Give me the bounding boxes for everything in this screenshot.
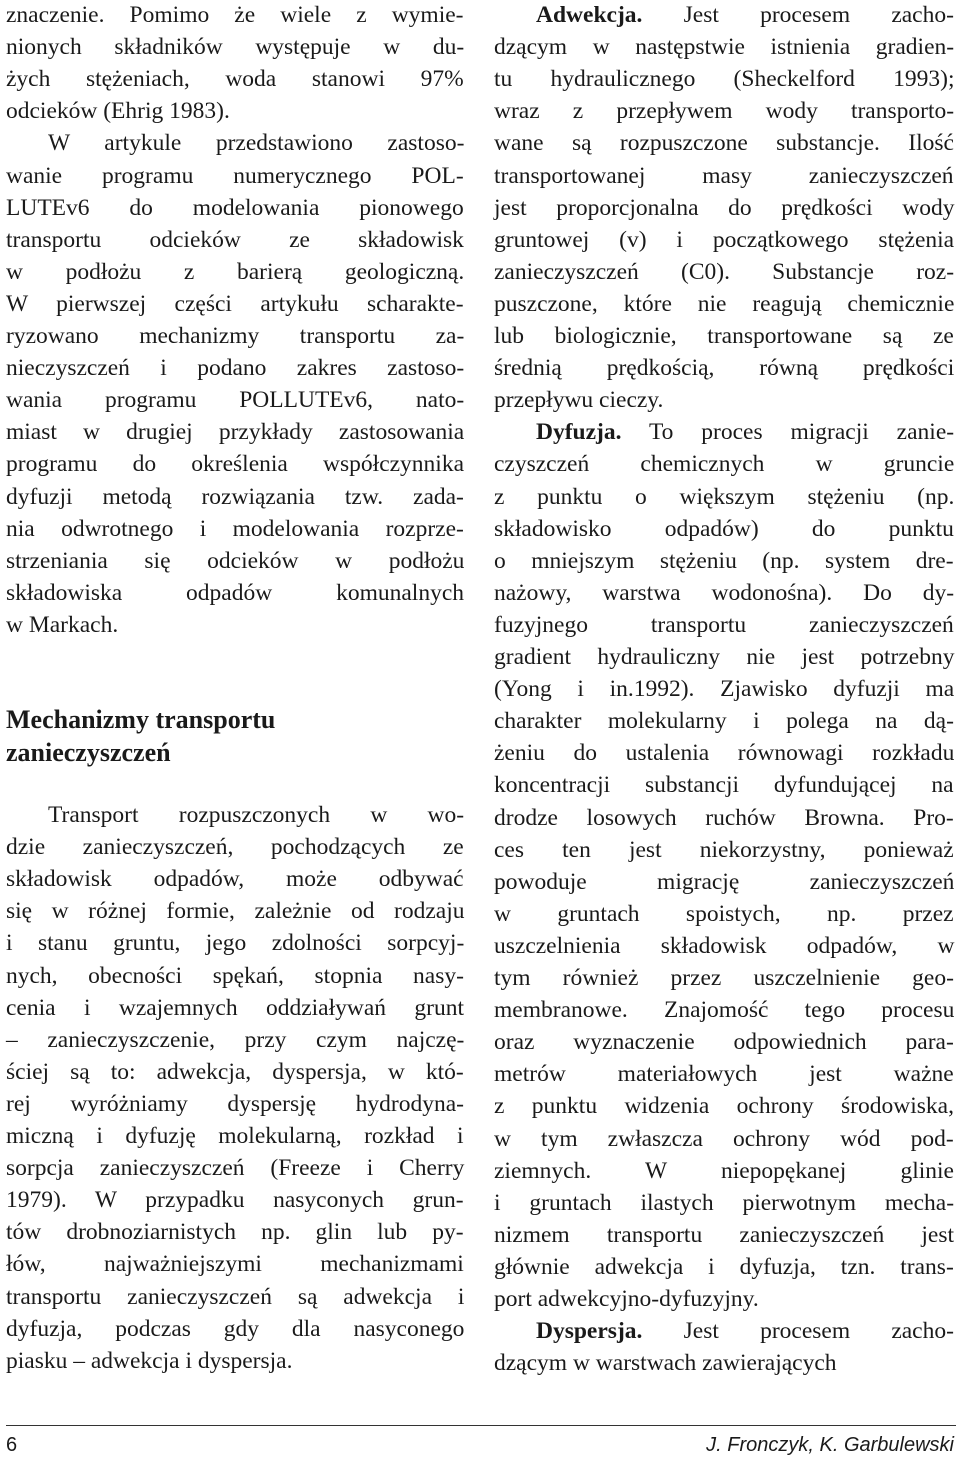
text-line: wraz z przepływem wody transporto- bbox=[494, 98, 955, 125]
text-line: nionych składników występuje w du- bbox=[6, 34, 465, 61]
text-line: uszczelnienia składowisk odpadów, w bbox=[494, 932, 955, 959]
text-line: membranowe. Znajomość tego procesu bbox=[494, 997, 955, 1024]
text-line: dyfuzja, podczas gdy dla nasyconego bbox=[6, 1315, 465, 1342]
dyspersja-first-text: Jest procesem zacho- bbox=[642, 1318, 954, 1345]
text-line: nia odwrotnego i modelowania rozprze- bbox=[6, 515, 464, 542]
text-line: piasku – adwekcja i dyspersja. bbox=[6, 1347, 293, 1374]
text-line: gruntowej (v) i początkowego stężenia bbox=[494, 226, 955, 253]
text-line: w gruntach spoistych, np. przez bbox=[494, 900, 954, 927]
text-line: metrów materiałowych jest ważne bbox=[494, 1061, 954, 1088]
text-line: W pierwszej części artykułu scharakte- bbox=[6, 290, 464, 317]
text-line: dzie zanieczyszczeń, pochodzących ze bbox=[6, 834, 464, 861]
text-line: transportu zanieczyszczeń są adwekcja i bbox=[6, 1283, 465, 1310]
adwekcja-first-text: Jest procesem zacho- bbox=[642, 2, 954, 28]
text-line: z punktu o większym stężeniu (np. bbox=[494, 483, 955, 510]
text-line: port adwekcyjno-dyfuzyjny. bbox=[494, 1286, 759, 1312]
text-line: wanie programu numerycznego POL- bbox=[6, 162, 464, 189]
text-line: – zanieczyszczenie, przy czym najczę- bbox=[6, 1026, 465, 1053]
text-line: łów, najważniejszymi mechanizmami bbox=[6, 1251, 464, 1278]
text-line: odcieków (Ehrig 1983). bbox=[6, 98, 230, 125]
text-line: czyszczeń chemicznych w gruncie bbox=[494, 451, 955, 478]
text-line: tu hydraulicznego (Sheckelford 1993); bbox=[494, 66, 955, 93]
section-heading: zanieczyszczeń bbox=[6, 738, 171, 767]
text-line: żeniu do ustalenia równowagi rozkładu bbox=[494, 740, 955, 767]
text-line: miast w drugiej przykłady zastosowania bbox=[6, 419, 465, 446]
text-line: puszczone, które nie reagują chemicznie bbox=[494, 290, 955, 317]
text-line: ziemnych. W niepopękanej glinie bbox=[494, 1157, 954, 1184]
text-line: głównie adwekcja i dyfuzja, tzn. trans- bbox=[494, 1253, 954, 1280]
text-line: średnią prędkością, równą prędkości bbox=[494, 355, 955, 382]
dyspersja-first-line bbox=[536, 1316, 954, 1346]
text-line: strzeniania się odcieków w podłożu bbox=[6, 547, 465, 574]
text-line: oraz wyznaczenie odpowiednich para- bbox=[494, 1029, 954, 1056]
text-line: żych stężeniach, woda stanowi 97% bbox=[6, 66, 464, 93]
text-line: w podłożu z barierą geologiczną. bbox=[6, 258, 465, 285]
text-line: dyfuzji metodą rozwiązania tzw. zada- bbox=[6, 483, 464, 510]
text-line: w tym zwłaszcza ochrony wód pod- bbox=[494, 1125, 954, 1152]
text-line: nieczyszczeń i podano zakres zastoso- bbox=[6, 355, 465, 382]
page-number: 6 bbox=[6, 1434, 18, 1456]
text-line: o mniejszym stężeniu (np. system dre- bbox=[494, 547, 954, 574]
text-line: ces ten jest niekorzystny, ponieważ bbox=[494, 836, 954, 863]
text-line: dzącym w warstwach zawierających bbox=[494, 1350, 837, 1377]
text-line: miczną i dyfuzję molekularną, rozkład i bbox=[6, 1123, 464, 1149]
text-line: (Yong i in.1992). Zjawisko dyfuzji ma bbox=[494, 676, 955, 703]
text-line: cenia i wzajemnych oddziaływań grunt bbox=[6, 994, 465, 1021]
dyspersja-lead: Dyspersja. bbox=[536, 1318, 643, 1345]
text-line: rej wyróżniamy dyspersję hydrodyna- bbox=[6, 1090, 464, 1117]
text-line: transportu odcieków ze składowisk bbox=[6, 226, 464, 253]
text-line: składowiska odpadów komunalnych bbox=[6, 579, 465, 606]
text-line: lub biologicznie, transportowane są ze bbox=[494, 323, 954, 349]
text-line: wania programu POLLUTEv6, nato- bbox=[6, 387, 465, 414]
text-line: sorpcja zanieczyszczeń (Freeze i Cherry bbox=[6, 1155, 465, 1182]
text-line: Transport rozpuszczonych w wo- bbox=[48, 802, 465, 828]
text-line: z punktu widzenia ochrony środowiska, bbox=[494, 1093, 954, 1120]
text-line: znaczenie. Pomimo że wiele z wymie- bbox=[6, 2, 464, 28]
text-line: fuzyjnego transportu zanieczyszczeń bbox=[494, 611, 954, 638]
text-line: programu do określenia współczynnika bbox=[6, 451, 465, 478]
text-line: dzącym w następstwie istnienia gradien- bbox=[494, 34, 955, 61]
text-line: składowisk odpadów, może odbywać bbox=[6, 866, 464, 893]
text-line: przepływu cieczy. bbox=[494, 387, 664, 414]
text-line: tym również przez uszczelnienie geo- bbox=[494, 965, 954, 991]
adwekcja-first-line bbox=[536, 0, 954, 30]
footer-authors: J. Fronczyk, K. Garbulewski bbox=[706, 1434, 954, 1456]
text-line: W artykule przedstawiono zastoso- bbox=[48, 130, 465, 157]
adwekcja-lead: Adwekcja. bbox=[536, 2, 643, 28]
text-line: zanieczyszczeń (C0). Substancje roz- bbox=[494, 258, 955, 285]
text-line: składowisko odpadów) do punktu bbox=[494, 515, 954, 542]
dyfuzja-first-text: To proces migracji zanie- bbox=[621, 419, 955, 446]
text-line: nażowy, warstwa wodonośna). Do dy- bbox=[494, 579, 955, 606]
text-line: powoduje migrację zanieczyszczeń bbox=[494, 868, 955, 895]
text-line: charakter molekularny i polega na dą- bbox=[494, 708, 954, 735]
text-line: nych, obecności spękań, stopnia nasy- bbox=[6, 962, 464, 989]
text-line: w Markach. bbox=[6, 611, 119, 638]
text-line: drodze losowych ruchów Browna. Pro- bbox=[494, 804, 954, 831]
text-line: ściej są to: adwekcja, dyspersja, w któ- bbox=[6, 1058, 464, 1085]
text-line: transportowanej masy zanieczyszczeń bbox=[494, 162, 954, 189]
text-line: ryzowano mechanizmy transportu za- bbox=[6, 323, 465, 349]
dyfuzja-first-line bbox=[536, 417, 954, 447]
text-line: nizmem transportu zanieczyszczeń jest bbox=[494, 1221, 955, 1248]
text-line: gradient hydrauliczny nie jest potrzebny bbox=[494, 644, 955, 670]
text-line: wane są rozpuszczone substancje. Ilość bbox=[494, 130, 954, 157]
text-line: 1979). W przypadku nasyconych grun- bbox=[6, 1187, 464, 1214]
text-line: i stanu gruntu, jego zdolności sorpcyj- bbox=[6, 930, 465, 957]
text-line: i gruntach ilastych pierwotnym mecha- bbox=[494, 1189, 955, 1216]
footer-rule bbox=[6, 1425, 956, 1426]
text-line: koncentracji substancji dyfundującej na bbox=[494, 772, 954, 799]
text-line: LUTEv6 do modelowania pionowego bbox=[6, 194, 464, 221]
section-heading: Mechanizmy transportu bbox=[6, 705, 276, 734]
text-line: jest proporcjonalna do prędkości wody bbox=[494, 194, 955, 221]
text-line: tów drobnoziarnistych np. glin lub py- bbox=[6, 1219, 464, 1246]
dyfuzja-lead: Dyfuzja. bbox=[536, 419, 622, 446]
text-line: się w różnej formie, zależnie od rodzaju bbox=[6, 898, 465, 925]
